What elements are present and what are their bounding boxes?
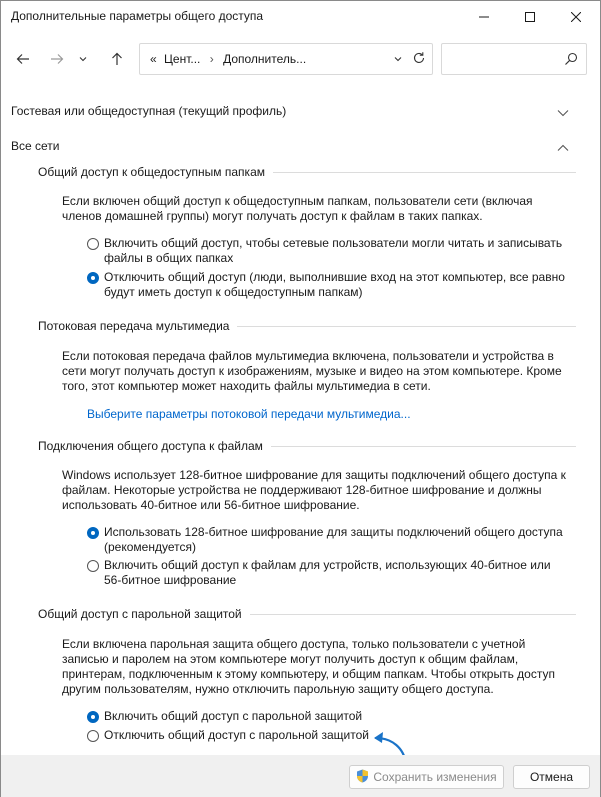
radio-label[interactable]: Отключить общий доступ с парольной защитой	[104, 728, 369, 742]
chevron-down-icon	[394, 55, 402, 63]
section-password-protection	[38, 607, 576, 621]
navigation-bar	[1, 33, 600, 85]
title-bar	[1, 1, 600, 33]
breadcrumb	[150, 52, 306, 66]
profile-all-networks[interactable]: Все сети	[11, 139, 60, 153]
settings-content	[1, 85, 600, 755]
section-public-folders	[38, 165, 576, 179]
radio-label[interactable]: Включить общий доступ с парольной защитой	[104, 709, 363, 723]
up-button[interactable]	[105, 47, 129, 71]
forward-button[interactable]	[45, 47, 69, 71]
radio-button[interactable]	[87, 560, 99, 572]
radio-button-selected[interactable]	[87, 711, 99, 723]
section-title: Потоковая передача мультимедиа	[38, 319, 230, 333]
section-divider	[237, 326, 576, 327]
maximize-icon	[525, 12, 535, 22]
section-title: Общий доступ к общедоступным папкам	[38, 165, 265, 179]
breadcrumb-overflow[interactable]: «	[150, 52, 157, 66]
breadcrumb-item-center[interactable]: Цент...	[164, 52, 201, 66]
close-button[interactable]	[553, 1, 599, 33]
radio-label[interactable]: Использовать 128-битное шифрование для защиты подключений общего доступа (рекомендуется)	[104, 525, 563, 554]
radio-public-folders-on[interactable]	[87, 236, 567, 266]
radio-label[interactable]: Отключить общий доступ (люди, выполнившие вход на этот компьютер, все равно будут иметь доступ к общедоступным папкам)	[104, 270, 565, 299]
recent-locations-button[interactable]	[75, 47, 91, 71]
arrow-right-icon	[50, 52, 64, 66]
radio-button-selected[interactable]	[87, 527, 99, 539]
maximize-button[interactable]	[507, 1, 553, 33]
radio-password-on[interactable]	[87, 709, 567, 724]
section-divider	[273, 172, 576, 173]
back-button[interactable]	[11, 47, 35, 71]
arrow-up-icon	[110, 52, 124, 66]
radio-button[interactable]	[87, 730, 99, 742]
chevron-down-icon	[557, 109, 569, 117]
section-divider	[271, 446, 576, 447]
radio-password-off[interactable]	[87, 728, 567, 743]
uac-shield-icon	[356, 769, 369, 786]
breadcrumb-item-advanced[interactable]: Дополнитель...	[223, 52, 307, 66]
window-title: Дополнительные параметры общего доступа	[11, 9, 264, 23]
collapse-all-networks-button[interactable]	[557, 141, 569, 155]
radio-button[interactable]	[87, 238, 99, 250]
save-changes-button[interactable]	[349, 765, 504, 789]
radio-encryption-40-56[interactable]	[87, 558, 567, 588]
refresh-button[interactable]	[412, 51, 426, 68]
breadcrumb-separator-icon: ›	[209, 52, 214, 66]
media-streaming-options-link[interactable]: Выберите параметры потоковой передачи мультимедиа...	[87, 407, 411, 421]
radio-public-folders-off[interactable]	[87, 270, 567, 300]
save-changes-label: Сохранить изменения	[373, 770, 497, 784]
address-dropdown-button[interactable]	[394, 52, 402, 66]
chevron-up-icon	[557, 144, 569, 152]
media-description: Если потоковая передача файлов мультимедиа включена, пользователи и устройства в сети могут получать доступ к изображениям, музыке и видео на этом компьютере. Кроме того, этот компьютер может находить файлы мультимедиа в сети.	[62, 349, 562, 393]
section-title: Общий доступ с парольной защитой	[38, 607, 242, 621]
arrow-left-icon	[16, 52, 30, 66]
section-divider	[250, 614, 576, 615]
cancel-button[interactable]	[513, 765, 590, 789]
expand-guest-button[interactable]	[557, 106, 569, 120]
dialog-footer	[1, 755, 600, 797]
cancel-label: Отмена	[529, 770, 574, 784]
refresh-icon	[412, 51, 426, 65]
public-folders-description: Если включен общий доступ к общедоступным папкам, пользователи сети (включая членов домашней группы) могут получать доступ к файлам в таких папках.	[62, 194, 533, 223]
minimize-icon	[479, 12, 489, 22]
address-bar[interactable]	[139, 43, 433, 75]
chevron-down-icon	[79, 55, 87, 63]
radio-label[interactable]: Включить общий доступ к файлам для устройств, использующих 40-битное или 56-битное шифрование	[104, 558, 551, 587]
search-box[interactable]	[441, 43, 587, 75]
minimize-button[interactable]	[461, 1, 507, 33]
radio-encryption-128[interactable]	[87, 525, 567, 555]
section-file-sharing	[38, 439, 576, 453]
radio-button-selected[interactable]	[87, 272, 99, 284]
section-title: Подключения общего доступа к файлам	[38, 439, 263, 453]
search-icon[interactable]	[564, 52, 578, 69]
password-description: Если включена парольная защита общего доступа, только пользователи с учетной записью и паролем на этом компьютере могут получить доступ к общим файлам, принтерам, подключенным к этому компьютеру, и общим папкам. Чтобы открыть доступ другим пользователям, нужно отключить парольную защиту общего доступа.	[62, 637, 555, 696]
close-icon	[571, 12, 581, 22]
section-media-streaming	[38, 319, 576, 333]
file-sharing-description: Windows использует 128-битное шифрование для защиты подключений общего доступа к файлам. Некоторые устройства не поддерживают 128-битное шифрование и должны использовать 40-битное или 56-битное шифрование.	[62, 468, 566, 512]
radio-label[interactable]: Включить общий доступ, чтобы сетевые пользователи могли читать и записывать файлы в общих папках	[104, 236, 563, 265]
profile-guest-public[interactable]: Гостевая или общедоступная (текущий профиль)	[11, 104, 287, 118]
